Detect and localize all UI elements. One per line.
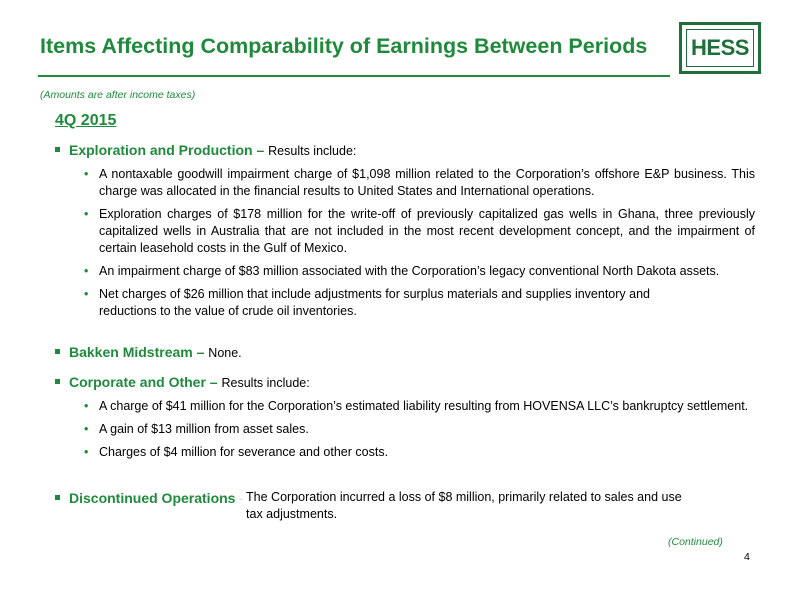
page-title: Items Affecting Comparability of Earnings Between Periods bbox=[40, 34, 648, 58]
section-heading bbox=[55, 141, 755, 160]
square-bullet-icon bbox=[55, 379, 60, 384]
section-dash: – bbox=[239, 496, 243, 503]
section-description: Results include: bbox=[221, 376, 310, 390]
section-heading bbox=[55, 373, 755, 392]
list-item: • A gain of $13 million from asset sales. bbox=[84, 422, 309, 436]
square-bullet-icon bbox=[55, 349, 60, 354]
amounts-note: (Amounts are after income taxes) bbox=[40, 89, 196, 101]
title-divider bbox=[38, 75, 670, 77]
section-title: Exploration and Production bbox=[69, 142, 253, 158]
section-title: Bakken Midstream bbox=[69, 344, 193, 360]
list-item: • An impairment charge of $83 million associated with the Corporation’s legacy conventional North Dakota assets. bbox=[84, 264, 720, 278]
section-description: None. bbox=[208, 346, 242, 360]
bullet-list bbox=[55, 398, 755, 461]
section-title: Discontinued Operations bbox=[69, 490, 236, 506]
section-title: Corporate and Other bbox=[69, 374, 206, 390]
section-dash: – bbox=[209, 374, 218, 390]
section-heading bbox=[55, 343, 755, 362]
bullet-dot-icon: • bbox=[84, 445, 89, 459]
bullet-dot-icon: • bbox=[84, 287, 89, 301]
section-discontinued-operations bbox=[55, 489, 755, 523]
hess-logo bbox=[679, 22, 761, 74]
continued-note: (Continued) bbox=[668, 536, 723, 548]
list-item: • A charge of $41 million for the Corporation’s estimated liability resulting from HOVENSA LLC’s bankruptcy settlement. bbox=[84, 399, 749, 413]
hess-logo-text: HESS bbox=[686, 29, 754, 67]
bullet-dot-icon: • bbox=[84, 207, 89, 221]
page-number: 4 bbox=[744, 551, 750, 563]
section-bakken-midstream bbox=[55, 343, 755, 362]
section-heading bbox=[55, 489, 755, 523]
square-bullet-icon bbox=[55, 147, 60, 152]
square-bullet-icon bbox=[55, 495, 60, 500]
bullet-dot-icon: • bbox=[84, 264, 89, 278]
list-item: • Charges of $4 million for severance and other costs. bbox=[84, 445, 389, 459]
list-item: • Net charges of $26 million that include adjustments for surplus materials and supplies inventory and reductions to the value of crude oil inventories. bbox=[84, 287, 650, 318]
bullet-dot-icon: • bbox=[84, 167, 89, 181]
section-description: Results include: bbox=[268, 144, 357, 158]
section-dash: – bbox=[256, 142, 265, 158]
section-exploration-production bbox=[55, 141, 755, 320]
section-description: The Corporation incurred a loss of $8 million, primarily related to sales and use tax adjustments. bbox=[246, 490, 682, 521]
period-heading: 4Q 2015 bbox=[55, 112, 117, 129]
section-dash: – bbox=[196, 344, 205, 360]
list-item: • Exploration charges of $178 million for the write-off of previously capitalized gas wells in Ghana, three previously capitalized wells in Australia that are not included in the most recent development concept, and the impairment of certain leasehold costs in the Gulf of Mexico. bbox=[84, 207, 755, 255]
bullet-dot-icon: • bbox=[84, 422, 89, 436]
bullet-list bbox=[55, 166, 755, 320]
bullet-dot-icon: • bbox=[84, 399, 89, 413]
section-corporate-other bbox=[55, 373, 755, 461]
list-item: • A nontaxable goodwill impairment charge of $1,098 million related to the Corporation’s offshore E&P business. This charge was allocated in the financial results to United States and International operations. bbox=[84, 167, 755, 198]
